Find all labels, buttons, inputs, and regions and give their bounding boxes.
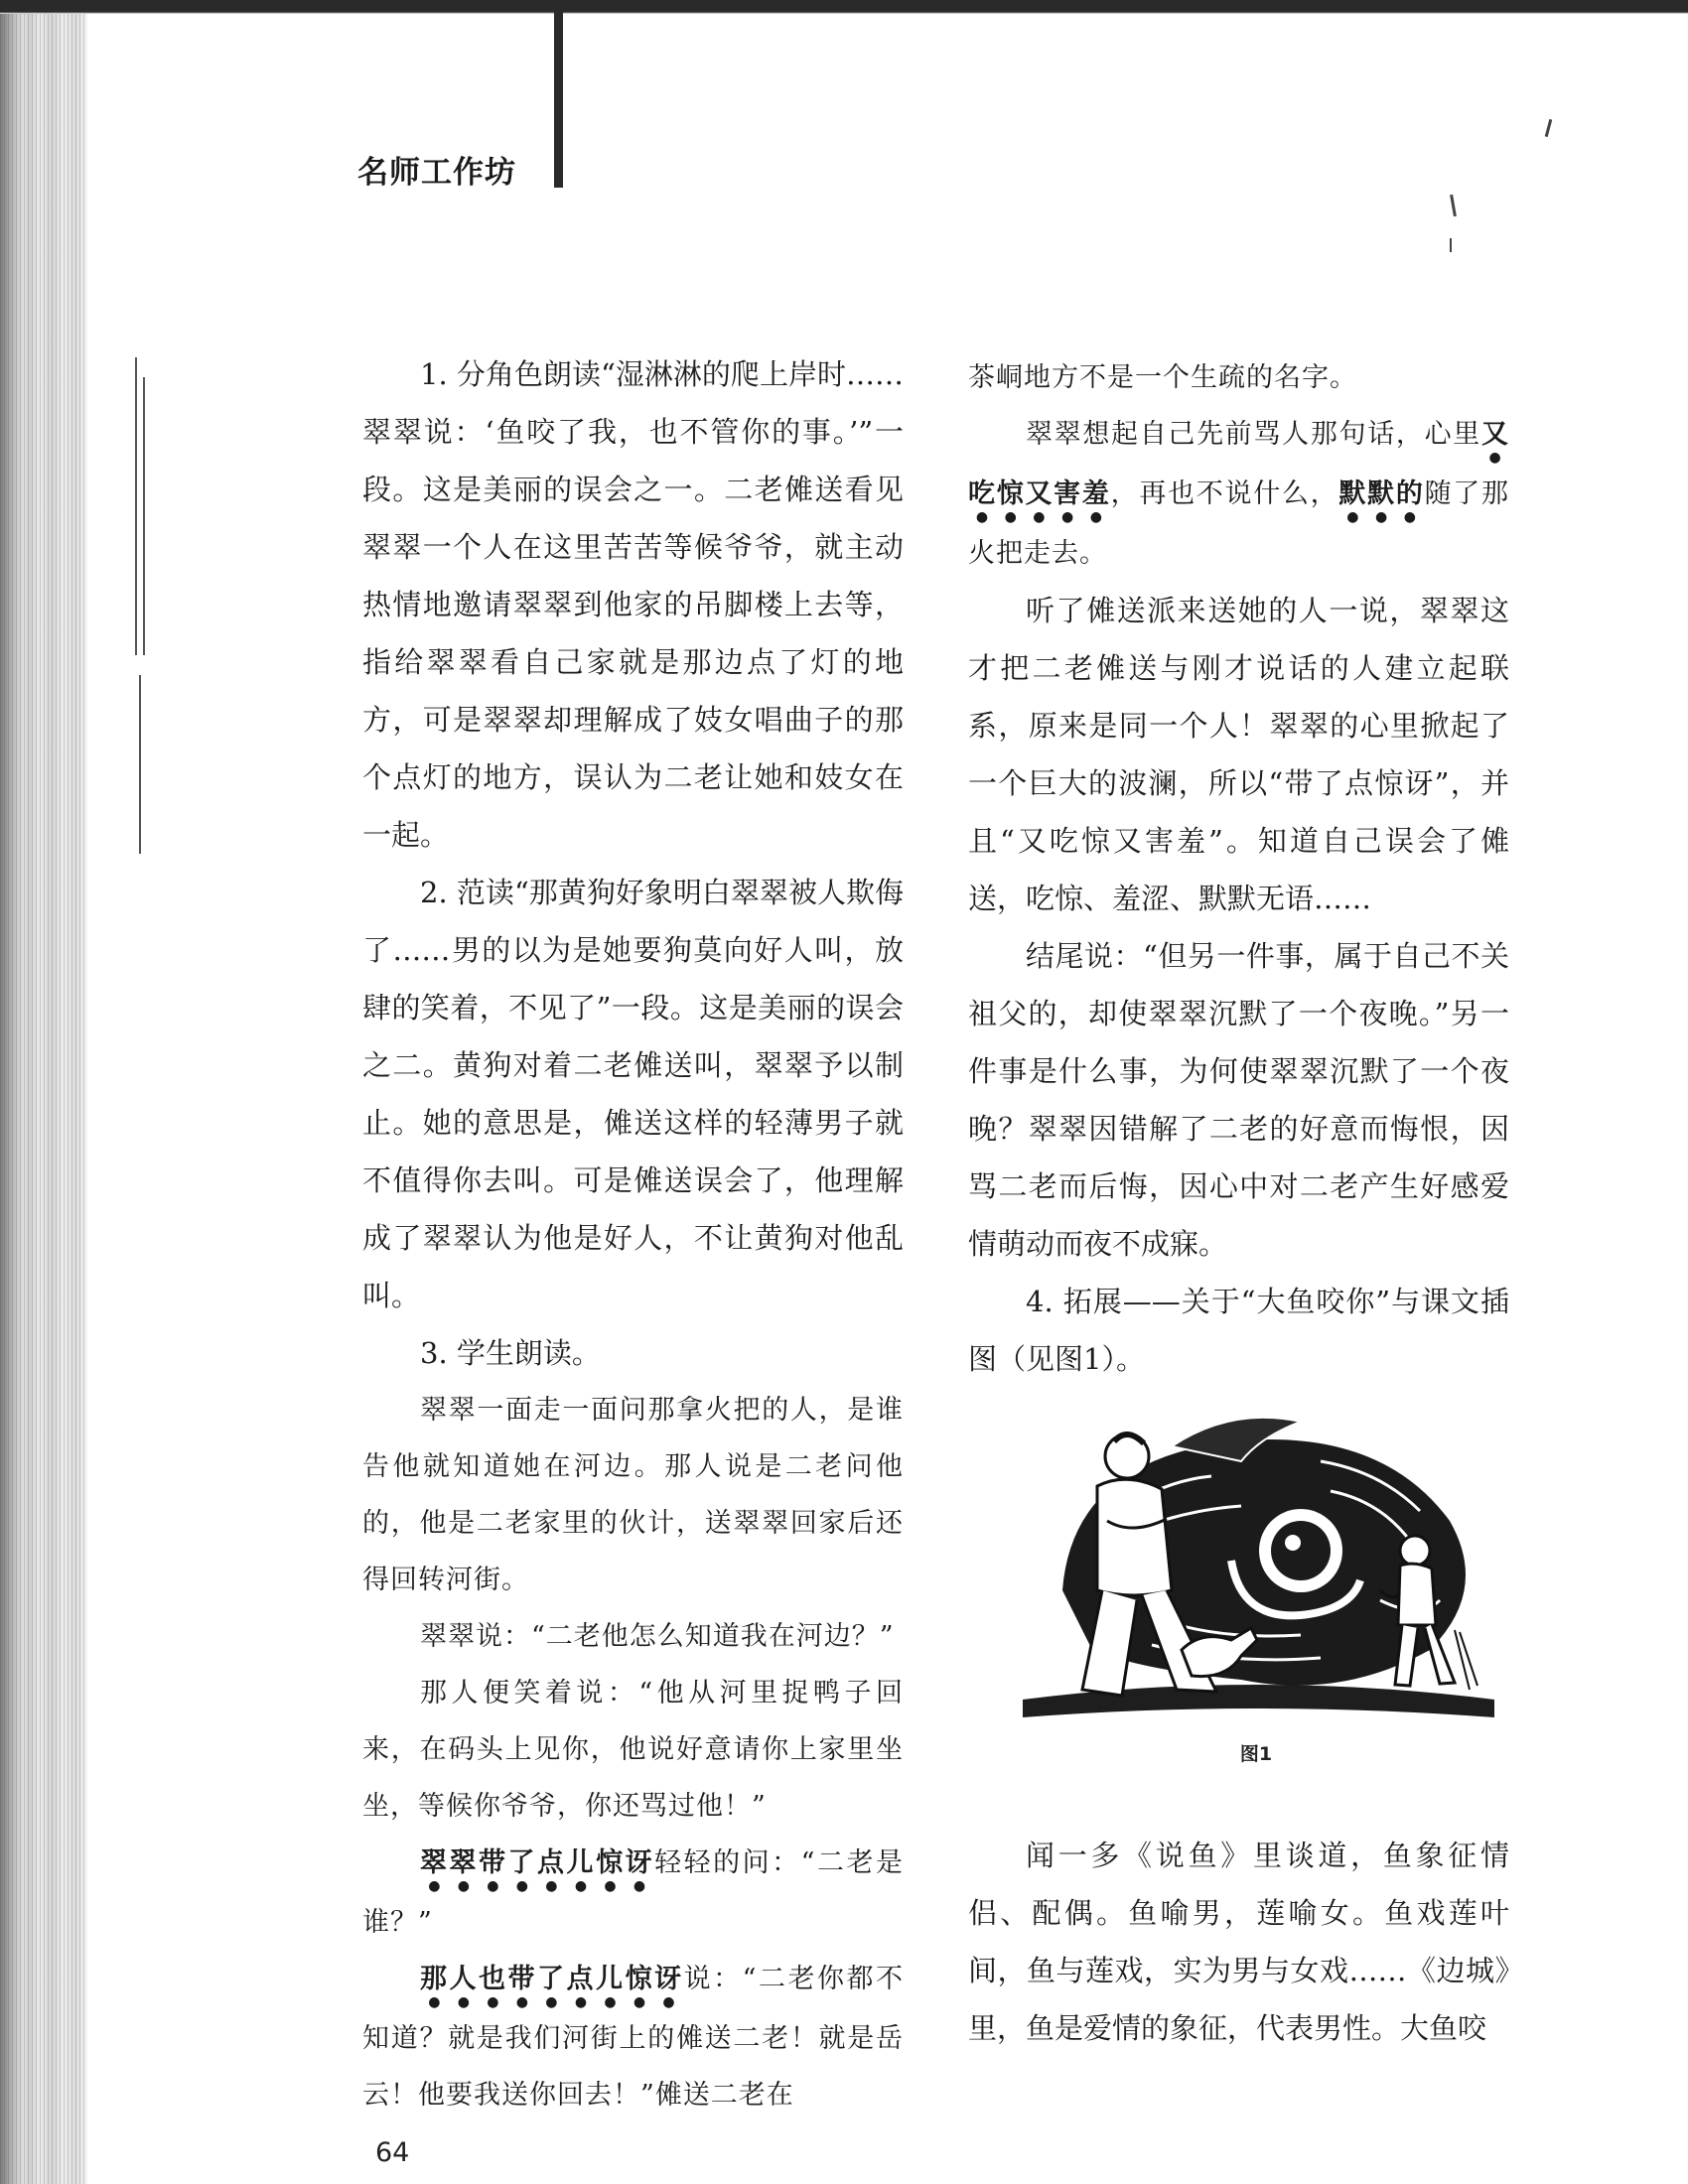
scan-speck [1450,195,1457,216]
paragraph: 1. 分角色朗读“湿淋淋的爬上岸时……翠翠说：‘鱼咬了我，也不管你的事。’”一段。这是美丽的误会之一。二老傩送看见翠翠一个人在这里苦苦等候爷爷，就主动热情地邀请翠翠到他家的吊脚楼上去等，指给翠翠看自己家就是那边点了灯的地方，可是翠翠却理解成了妓女唱曲子的那个点灯的地方，误认为二老让她和妓女在一起。 [362,357,904,852]
paragraph: 4. 拓展——关于“大鱼咬你”与课文插图（见图1）。 [968,1285,1509,1376]
quoted-passage [968,406,1509,582]
quoted-text: 随了那火把走去。 [968,478,1510,569]
book-page-edge [0,0,87,2184]
quoted-passage [362,1835,904,1951]
margin-marks [131,357,151,913]
woodcut-illustration [1003,1402,1509,1729]
quoted-text: 翠翠想起自己先前骂人那句话，心里 [1026,419,1481,450]
quoted-passage: 那人便笑着说：“他从河里捉鸭子回来，在码头上见你，他说好意请你上家里坐坐，等候你爷爷，你还骂过他！” [362,1678,904,1822]
page-number: 64 [375,2137,410,2168]
scan-top-shadow [0,0,1688,14]
left-text-column [362,345,904,2123]
right-text-column [968,349,1509,1388]
right-text-column-lower [968,1827,1509,2057]
paragraph: 结尾说：“但另一件事，属于自己不关祖父的，却使翠翠沉默了一个夜晚。”另一件事是什么事，为何使翠翠沉默了一个夜晚？翠翠因错解了二老的好意而悔恨，因骂二老而后悔，因心中对二老产生好感爱情萌动而夜不成寐。 [968,939,1509,1261]
quoted-passage [362,1951,904,2123]
paragraph: 闻一多《说鱼》里谈道，鱼象征情侣、配偶。鱼喻男，莲喻女。鱼戏莲叶间，鱼与莲戏，实为男与女戏……《边城》里，鱼是爱情的象征，代表男性。大鱼咬 [968,1839,1509,2045]
quoted-passage: 翠翠说：“二老他怎么知道我在河边？” [420,1621,895,1652]
figure-1 [1003,1402,1509,1766]
quoted-passage: 翠翠一面走一面问那拿火把的人，是谁告他就知道她在河边。那人说是二老问他的，他是二老家里的伙计，送翠翠回家后还得回转河街。 [362,1395,904,1595]
paragraph: 听了傩送派来送她的人一说，翠翠这才把二老傩送与刚才说话的人建立起联系，原来是同一个人！翠翠的心里掀起了一个巨大的波澜，所以“带了点惊讶”，并且“又吃惊又害羞”。知道自己误会了傩送，吃惊、羞涩、默默无语…… [968,594,1509,915]
paragraph: 3. 学生朗读。 [420,1336,601,1370]
scan-speck [1450,238,1452,252]
figure-caption: 图1 [1239,1743,1273,1765]
quoted-text: ，再也不说什么， [1110,478,1339,509]
emphasized-phrase: 又吃惊又害羞 [968,419,1509,509]
scan-speck [1545,119,1553,137]
quoted-passage-continued: 茶峒地方不是一个生疏的名字。 [968,362,1357,393]
emphasized-phrase: 默默的 [1338,478,1425,509]
quoted-text: 说：“二老你都不知道？就是我们河街上的傩送二老！就是岳云！他要我送你回去！”傩送二老在 [362,1964,904,2111]
emphasized-phrase: 翠翠带了点儿惊讶 [420,1847,655,1878]
header-divider-bar [554,12,563,188]
paragraph: 2. 范读“那黄狗好象明白翠翠被人欺侮了……男的以为是她要狗莫向好人叫，放肆的笑着，不见了”一段。这是美丽的误会之二。黄狗对着二老傩送叫，翠翠予以制止。她的意思是，傩送这样的轻薄男子就不值得你去叫。可是傩送误会了，他理解成了翠翠认为他是好人，不让黄狗对他乱叫。 [362,876,904,1312]
emphasized-phrase: 那人也带了点儿惊讶 [420,1964,684,1994]
section-header-title: 名师工作坊 [357,155,516,191]
quoted-text: 轻轻的问：“二老是谁？” [362,1847,904,1938]
